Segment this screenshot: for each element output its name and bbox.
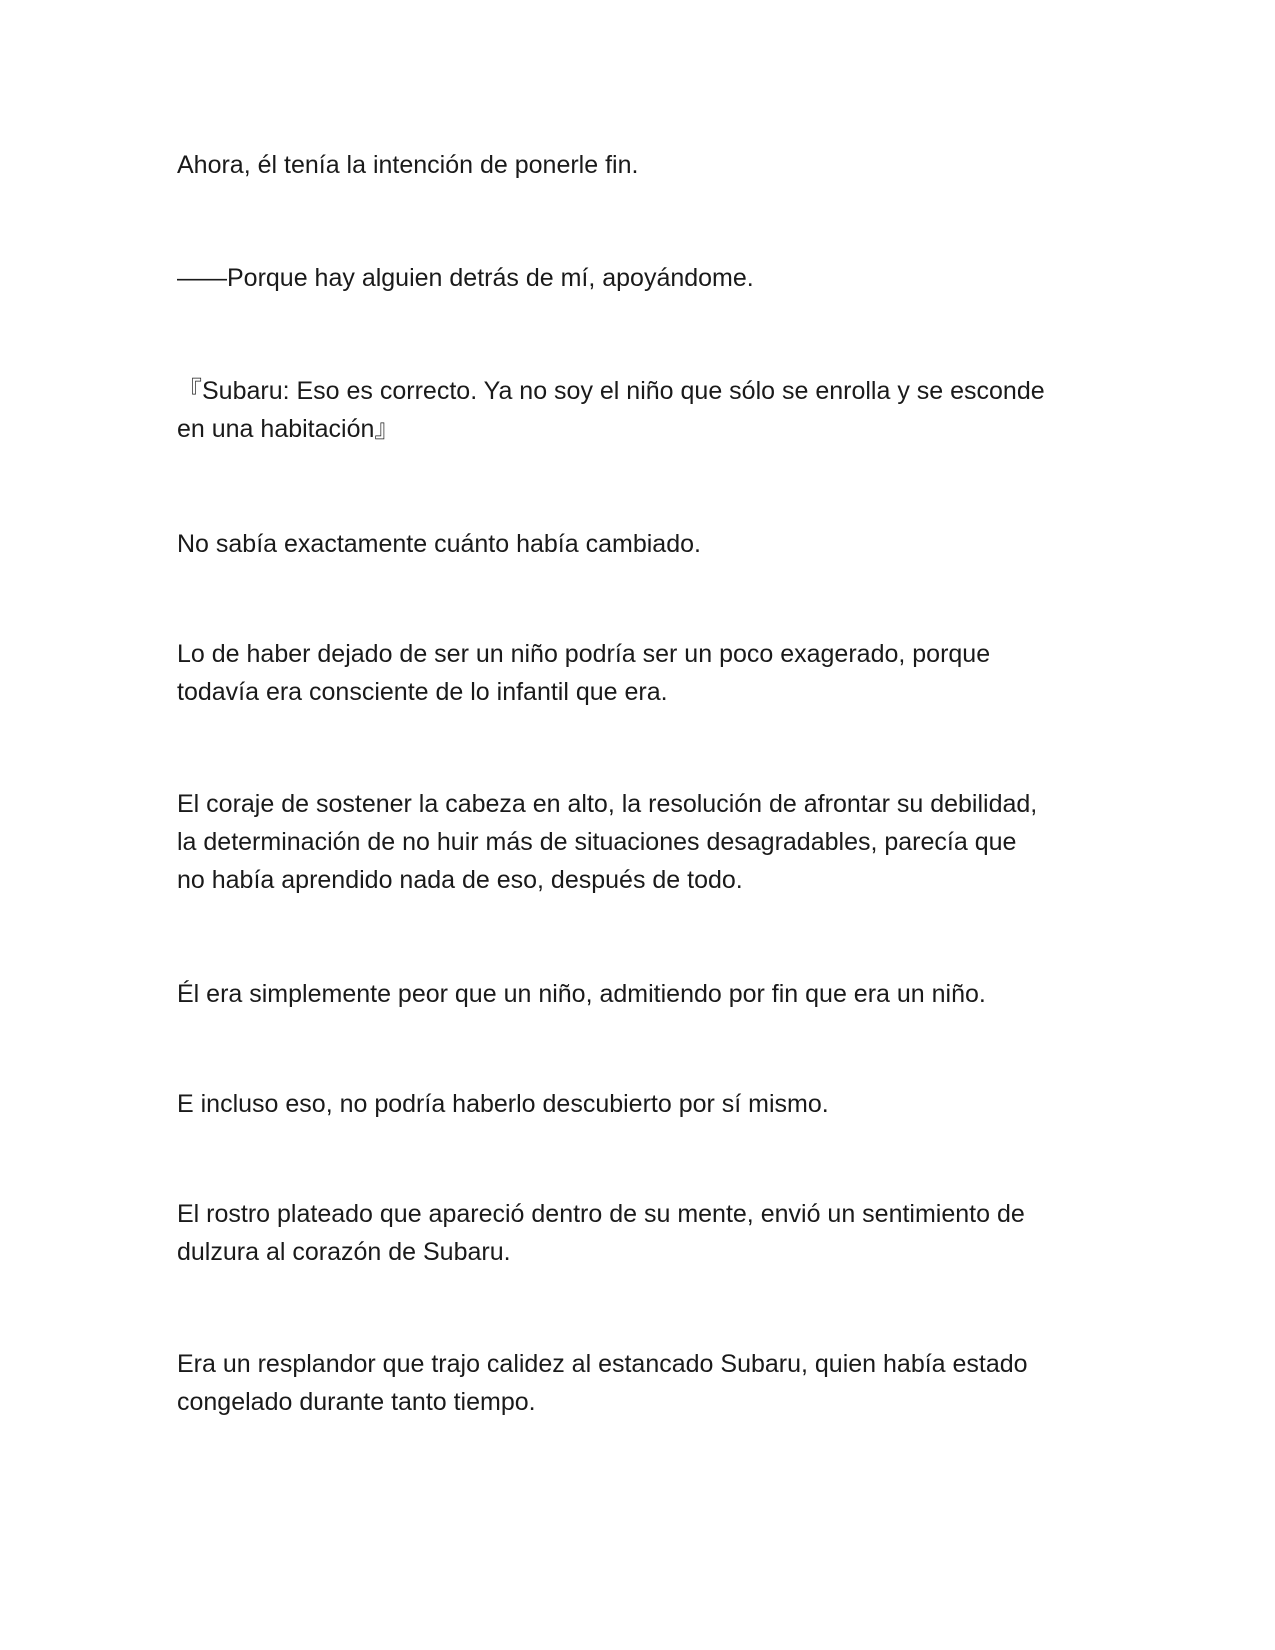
text-line: dulzura al corazón de Subaru. [177,1238,511,1266]
text-line: Era un resplandor que trajo calidez al estancado Subaru, quien había estado [177,1350,1028,1378]
paragraph [177,1085,1117,1123]
text-line: congelado durante tanto tiempo. [177,1388,536,1416]
paragraph [177,525,1117,563]
paragraph [177,372,1117,448]
paragraph [177,975,1117,1013]
text-line: en una habitación』 [177,415,400,443]
paragraph [177,146,1117,184]
paragraph [177,785,1117,899]
text-line: El rostro plateado que apareció dentro de su mente, envió un sentimiento de [177,1200,1025,1228]
text-line: no había aprendido nada de eso, después de todo. [177,866,743,894]
text-line: Ahora, él tenía la intención de ponerle fin. [177,151,639,179]
text-line: Él era simplemente peor que un niño, admitiendo por fin que era un niño. [177,980,986,1008]
text-line: la determinación de no huir más de situaciones desagradables, parecía que [177,828,1017,856]
paragraph [177,1195,1117,1271]
text-line: ——Porque hay alguien detrás de mí, apoyándome. [177,264,754,292]
text-line: Lo de haber dejado de ser un niño podría ser un poco exagerado, porque [177,640,991,668]
text-line: No sabía exactamente cuánto había cambiado. [177,530,701,558]
text-line: E incluso eso, no podría haberlo descubierto por sí mismo. [177,1090,829,1118]
text-line: 『Subaru: Eso es correcto. Ya no soy el niño que sólo se enrolla y se esconde [177,377,1045,405]
text-line: todavía era consciente de lo infantil que era. [177,678,668,706]
paragraph [177,635,1117,711]
text-line: El coraje de sostener la cabeza en alto, la resolución de afrontar su debilidad, [177,790,1038,818]
paragraph [177,1345,1117,1421]
paragraph [177,259,1117,297]
